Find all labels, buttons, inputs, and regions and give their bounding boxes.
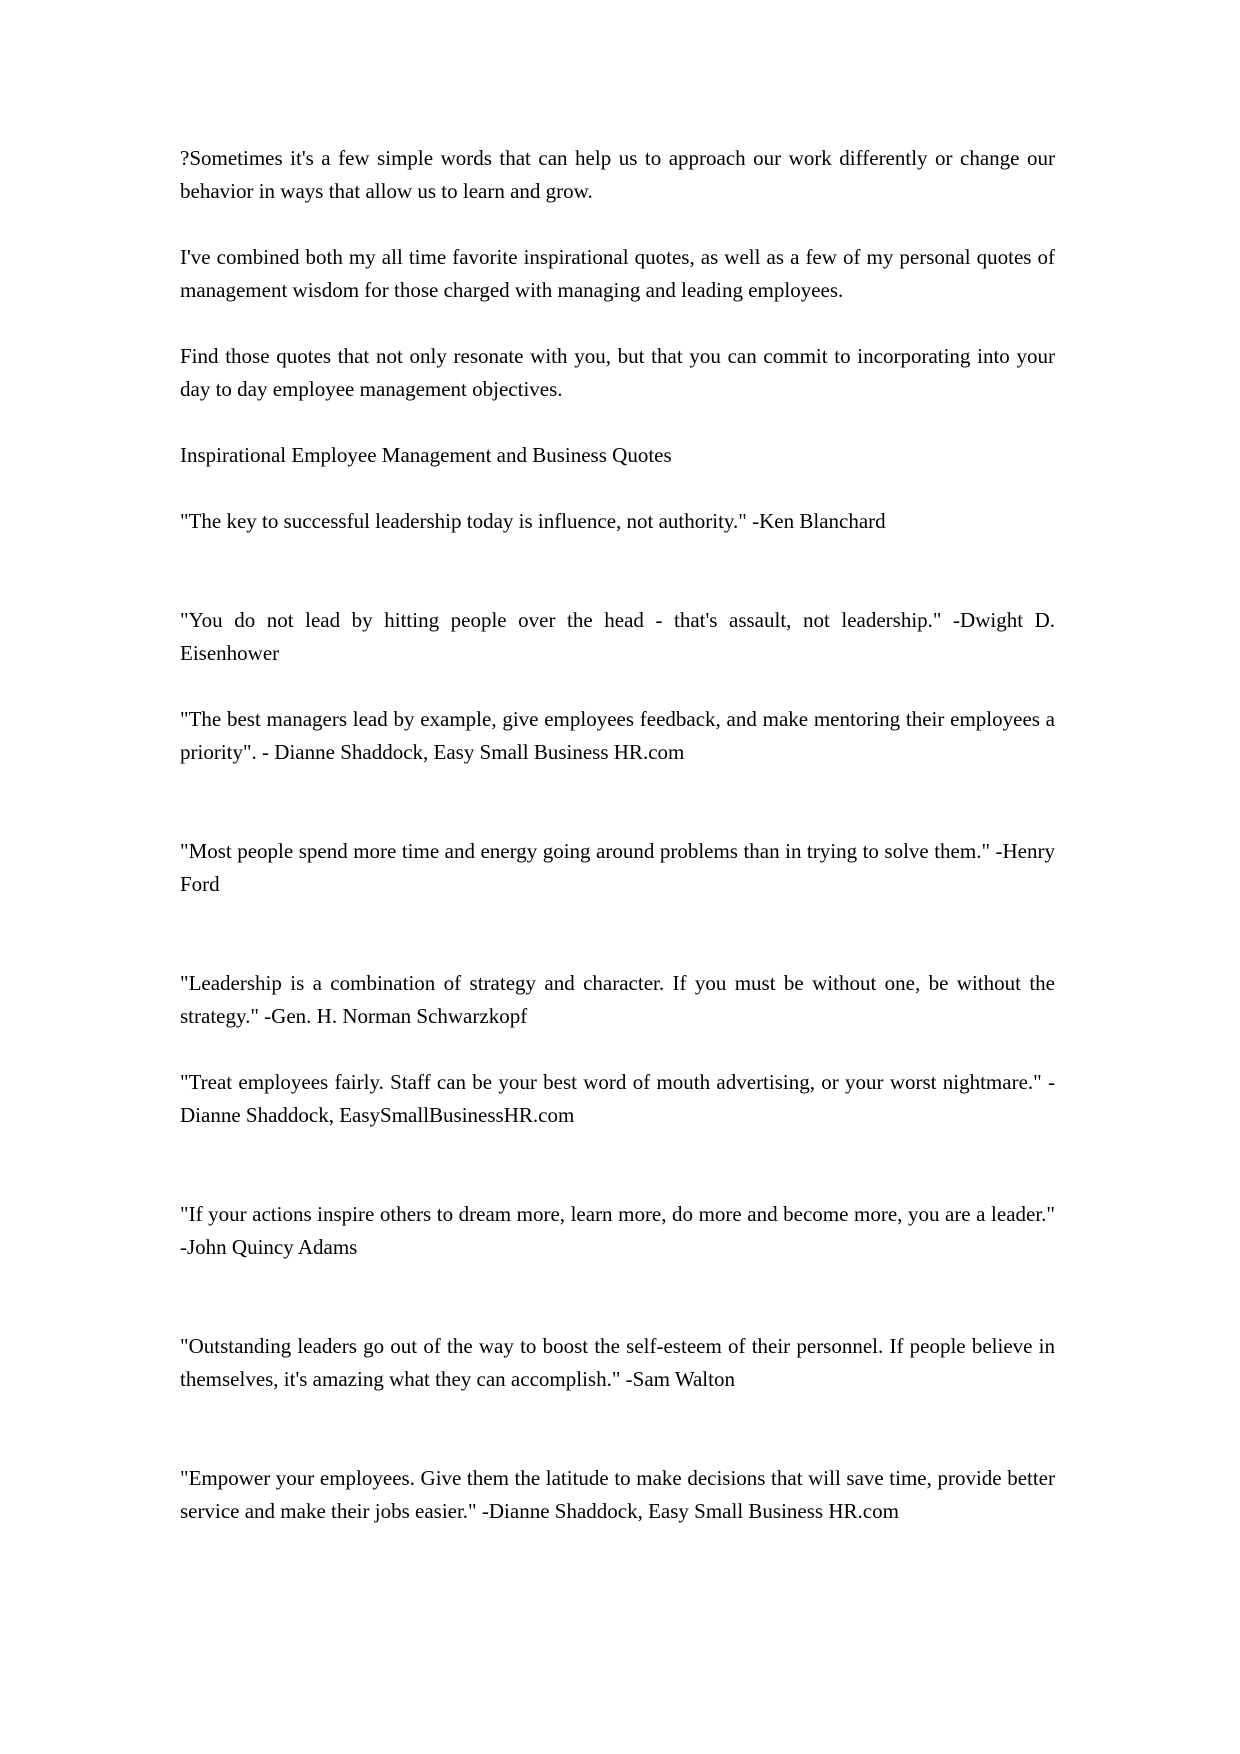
quote-norman-schwarzkopf: "Leadership is a combination of strategy and character. If you must be without one, be without the strategy." -Gen. H. Norman Schwarzkopf xyxy=(180,971,1055,1028)
intro-paragraph-1: ?Sometimes it's a few simple words that can help us to approach our work differently or change our behavior in ways that allow us to learn and grow. xyxy=(180,146,1055,203)
quote-sam-walton: "Outstanding leaders go out of the way to boost the self-esteem of their personnel. If people believe in themselves, it's amazing what they can accomplish." -Sam Walton xyxy=(180,1334,1055,1391)
intro-paragraph-2: I've combined both my all time favorite inspirational quotes, as well as a few of my personal quotes of management wisdom for those charged with managing and leading employees. xyxy=(180,245,1055,302)
quote-dwight-eisenhower: "You do not lead by hitting people over the head - that's assault, not leadership." -Dwight D. Eisenhower xyxy=(180,608,1055,665)
quote-henry-ford: "Most people spend more time and energy going around problems than in trying to solve them." -Henry Ford xyxy=(180,839,1055,896)
section-heading: Inspirational Employee Management and Business Quotes xyxy=(180,443,672,467)
quote-ken-blanchard: "The key to successful leadership today is influence, not authority." -Ken Blanchard xyxy=(180,509,886,533)
quote-john-quincy-adams: "If your actions inspire others to dream more, learn more, do more and become more, you are a leader." -John Quincy Adams xyxy=(180,1202,1055,1259)
quote-dianne-shaddock-3: "Empower your employees. Give them the latitude to make decisions that will save time, provide better service and make their jobs easier." -Dianne Shaddock, Easy Small Business HR.com xyxy=(180,1466,1055,1523)
intro-paragraph-3: Find those quotes that not only resonate with you, but that you can commit to incorporating into your day to day employee management objectives. xyxy=(180,344,1055,401)
quote-dianne-shaddock-2: "Treat employees fairly. Staff can be your best word of mouth advertising, or your worst nightmare." -Dianne Shaddock, EasySmallBusinessHR.com xyxy=(180,1070,1055,1127)
quote-dianne-shaddock-1: "The best managers lead by example, give employees feedback, and make mentoring their employees a priority". - Dianne Shaddock, Easy Small Business HR.com xyxy=(180,707,1055,764)
